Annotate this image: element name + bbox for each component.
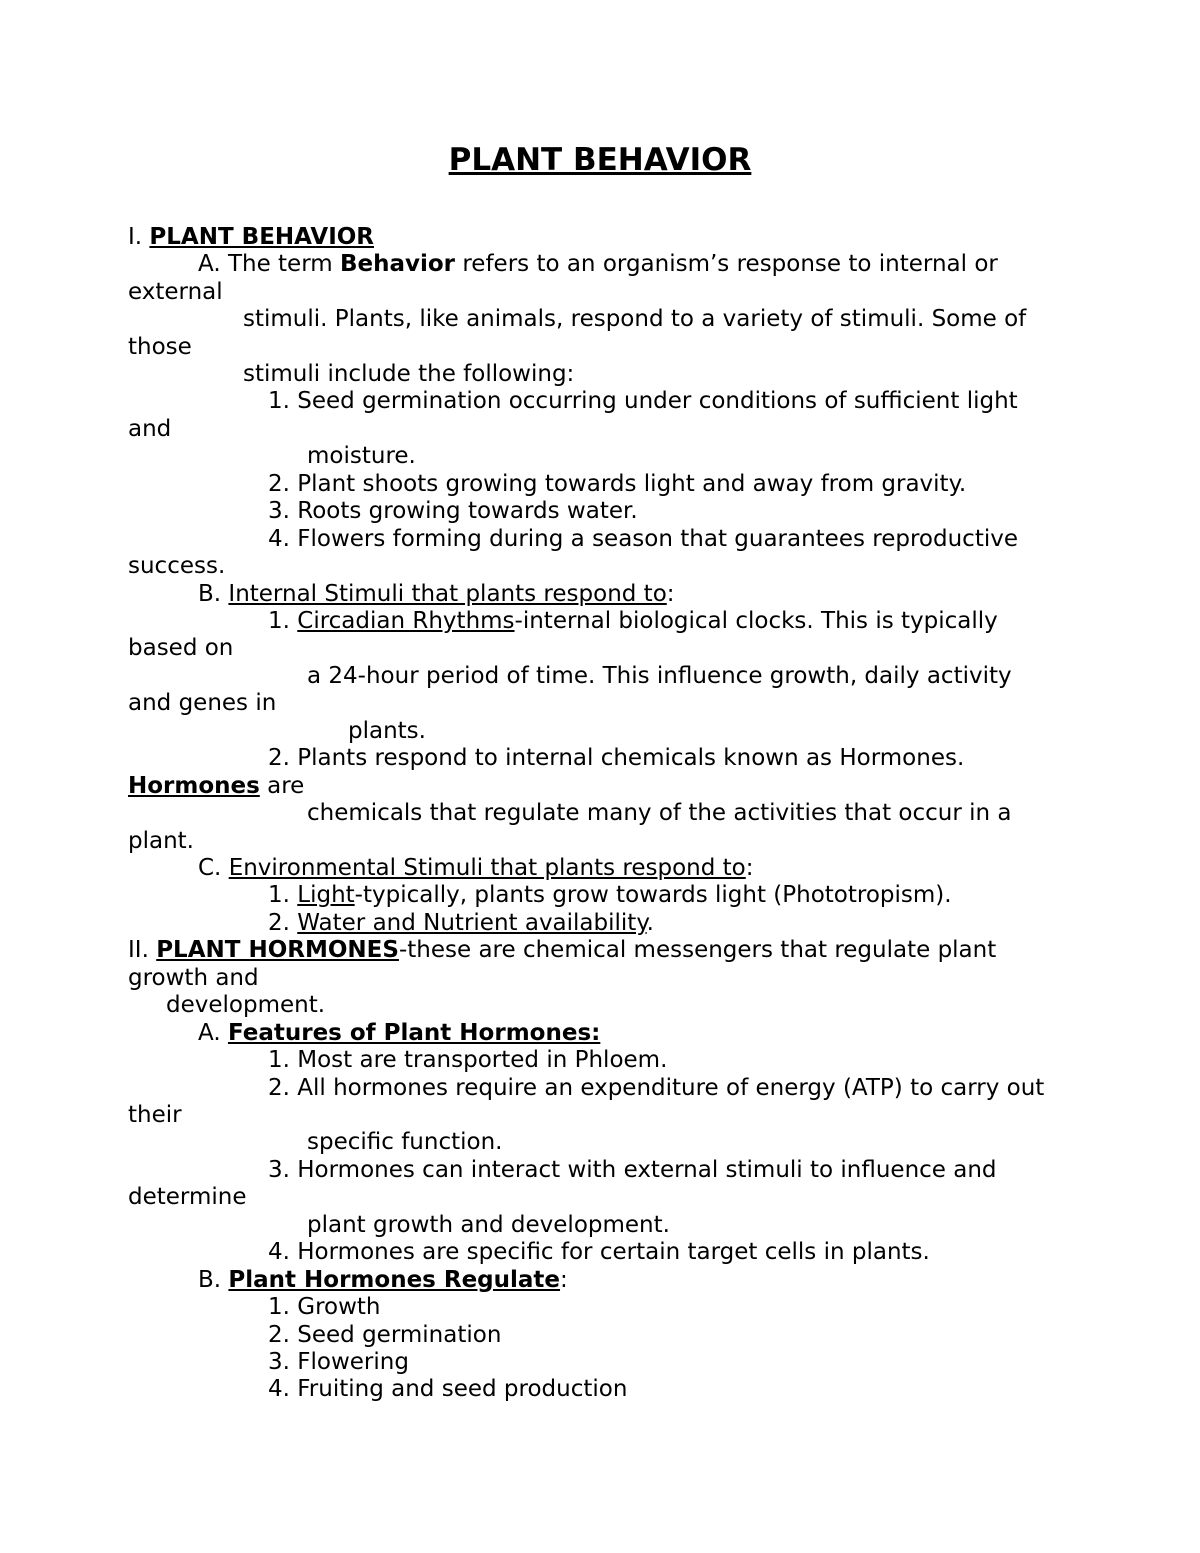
s2b-item-2: 2. Seed germination [268,1322,502,1348]
s1b-heading-line [198,581,675,608]
s2b-heading: Plant Hormones Regulate [228,1267,561,1293]
section-1-number: I. [128,224,150,250]
s2b-prefix: B. [198,1267,229,1293]
s1a-item-2: 2. Plant shoots growing towards light and away from gravity. [268,471,967,497]
s1a-line-3: stimuli include the following: [243,361,575,387]
s1c-colon: : [745,855,754,881]
s2a-item-2: 2. All hormones require an expenditure of energy (ATP) to carry out [268,1075,1045,1101]
s1b-heading: Internal Stimuli that plants respond to [228,581,667,607]
s1c-item-2-end: . [646,910,654,936]
s1c-heading: Environmental Stimuli that plants respond to [228,855,746,881]
s1a-prefix: A. The term [198,251,340,277]
section-2-heading: PLANT HORMONES [156,937,399,963]
s1a-line-1-wrap: external [128,279,223,305]
section-2-cont: development. [166,992,326,1018]
s1c-heading-line [198,855,754,882]
s2a-item-3-wrap: determine [128,1184,247,1210]
s1b-colon: : [666,581,675,607]
s1a-line-1 [198,251,998,278]
section-2-wrap: growth and [128,965,259,991]
s1a-line-2-wrap: those [128,334,192,360]
page-title: PLANT BEHAVIOR [448,142,752,178]
behavior-term: Behavior [339,251,456,277]
s2a-item-3-cont: plant growth and development. [307,1212,670,1238]
hormones-term: Hormones [128,773,260,799]
water-nutrient-term: Water and Nutrient availability [297,910,647,936]
s2a-item-3: 3. Hormones can interact with external stimuli to influence and [268,1157,997,1183]
s1b-item-1-cont: a 24-hour period of time. This influence growth, daily activity [307,663,1012,689]
s1a-line-1-rest: refers to an organism’s response to internal or [455,251,998,277]
s1b-item-1-wrap-2: and genes in [128,690,277,716]
s2a-prefix: A. [198,1020,228,1046]
s1c-prefix: C. [198,855,229,881]
section-2-heading-line [128,937,996,964]
s1b-item-2: 2. Plants respond to internal chemicals known as Hormones. [268,745,965,771]
s1b-item-2-cont: chemicals that regulate many of the activities that occur in a [307,800,1012,826]
s1a-line-2: stimuli. Plants, like animals, respond to a variety of stimuli. Some of [243,306,1027,332]
s1c-item-1-rest: -typically, plants grow towards light (Phototropism). [354,882,952,908]
s1b-item-2-wrap [128,773,304,800]
section-2-heading-rest: -these are chemical messengers that regulate plant [398,937,997,963]
s1a-item-1: 1. Seed germination occurring under conditions of sufficient light [268,388,1018,414]
circadian-rhythms-term: Circadian Rhythms [297,608,515,634]
light-term: Light [297,882,355,908]
s1b-item-1-num: 1. [268,608,298,634]
s1b-item-1-cont-2: plants. [348,718,426,744]
s1b-item-2-wrap-2: plant. [128,828,194,854]
s1c-item-1-num: 1. [268,882,298,908]
s1b-item-2-wrap-rest: are [259,773,305,799]
s2a-heading: Features of Plant Hormones: [227,1020,601,1046]
section-1-heading: PLANT BEHAVIOR [149,224,375,250]
s1b-item-1 [268,608,998,635]
s1a-item-1-cont: moisture. [307,443,416,469]
s2b-item-1: 1. Growth [268,1294,381,1320]
s2b-item-3: 3. Flowering [268,1349,409,1375]
s2b-heading-line [198,1267,568,1294]
s2b-item-4: 4. Fruiting and seed production [268,1376,628,1402]
s1a-item-4-wrap: success. [128,553,226,579]
s1b-item-1-rest: -internal biological clocks. This is typically [514,608,998,634]
s1b-prefix: B. [198,581,229,607]
s1a-item-4: 4. Flowers forming during a season that guarantees reproductive [268,526,1018,552]
s1a-item-3: 3. Roots growing towards water. [268,498,638,524]
s2a-item-1: 1. Most are transported in Phloem. [268,1047,668,1073]
s2a-item-4: 4. Hormones are specific for certain target cells in plants. [268,1239,930,1265]
s2a-item-2-wrap: their [128,1102,182,1128]
s2a-heading-line [198,1020,600,1047]
s2b-colon: : [560,1267,568,1293]
s1c-item-2 [268,910,654,937]
s1c-item-1 [268,882,952,909]
section-2-number: II. [128,937,157,963]
s1a-item-1-wrap: and [128,416,172,442]
section-1-heading-line [128,224,374,251]
s2a-item-2-cont: specific function. [307,1129,503,1155]
s1c-item-2-num: 2. [268,910,298,936]
s1b-item-1-wrap: based on [128,635,234,661]
